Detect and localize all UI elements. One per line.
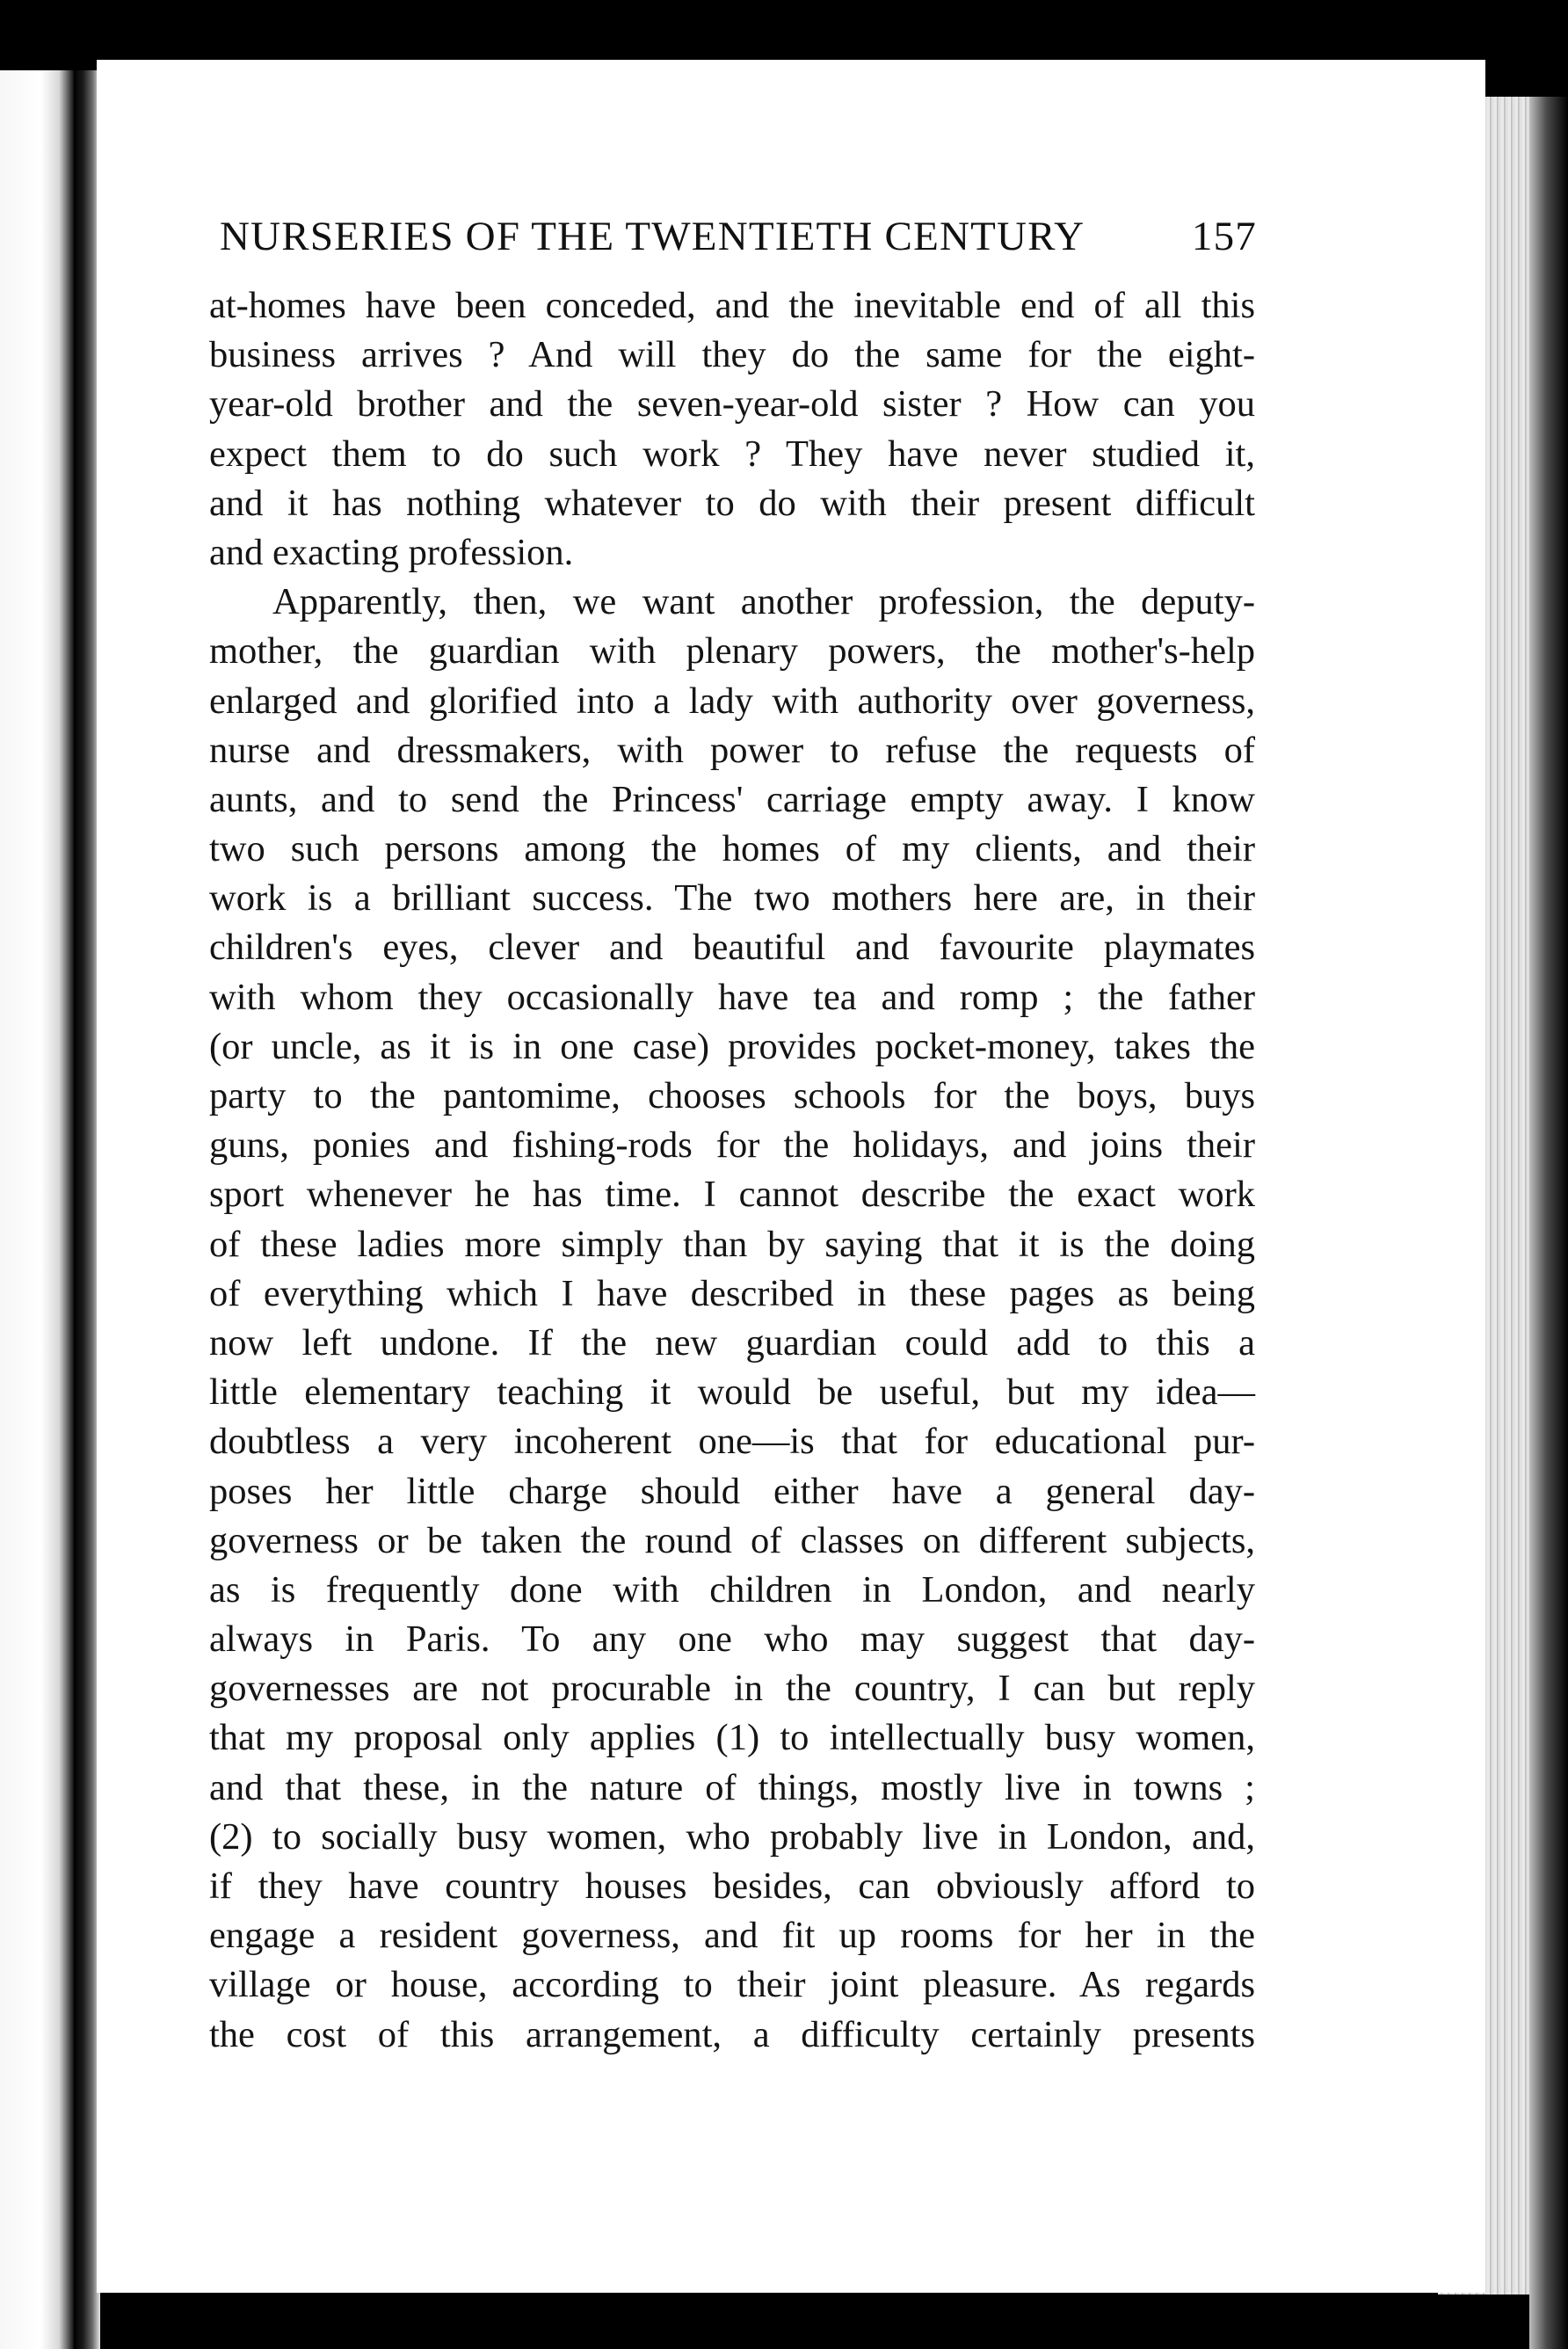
text-line: expect them to do such work ? They have never studied it, (209, 433, 1255, 475)
text-line: always in Paris. To any one who may suggest that day- (209, 1618, 1255, 1661)
text-line: with whom they occasionally have tea and romp ; the father (209, 976, 1255, 1018)
text-line: (or uncle, as it is in one case) provides pocket-money, takes the (209, 1025, 1255, 1067)
text-line: now left undone. If the new guardian could add to this a (209, 1321, 1255, 1364)
text-line: enlarged and glorified into a lady with authority over governess, (209, 680, 1255, 722)
text-line: business arrives ? And will they do the same for the eight- (209, 334, 1255, 376)
text-line: party to the pantomime, chooses schools for the boys, buys (209, 1075, 1255, 1116)
text-line: the cost of this arrangement, a difficulty certainly presents (209, 2013, 1255, 2055)
text-line: and that these, in the nature of things, mostly live in towns ; (209, 1766, 1255, 1808)
text-line: at-homes have been conceded, and the inevitable end of all this (209, 285, 1255, 326)
text-line: of everything which I have described in these pages as being (209, 1272, 1255, 1314)
text-line: that my proposal only applies (1) to intellectually busy women, (209, 1717, 1255, 1759)
text-line: Apparently, then, we want another profession, the deputy- (272, 581, 1255, 623)
text-line: work is a brilliant success. The two mothers here are, in their (209, 877, 1255, 920)
text-line: nurse and dressmakers, with power to refuse the requests of (209, 729, 1255, 771)
text-line: guns, ponies and fishing-rods for the holidays, and joins their (209, 1124, 1255, 1167)
text-line: sport whenever he has time. I cannot describe the exact work (209, 1174, 1255, 1216)
page-number: 157 (1191, 214, 1257, 259)
text-line: doubtless a very incoherent one—is that for educational pur- (209, 1421, 1255, 1463)
text-line: year-old brother and the seven-year-old sister ? How can you (209, 383, 1255, 425)
text-line: children's eyes, clever and beautiful and favourite playmates (209, 927, 1255, 969)
text-line: (2) to socially busy women, who probably live in London, and, (209, 1815, 1255, 1858)
fore-edge-shadow (1529, 97, 1568, 2349)
text-line: engage a resident governess, and fit up rooms for her in the (209, 1915, 1255, 1957)
text-line: mother, the guardian with plenary powers, the mother's-help (209, 630, 1255, 673)
running-head (220, 213, 1257, 265)
text-line: and exacting profession. (209, 531, 574, 573)
text-line: poses her little charge should either have a general day- (209, 1470, 1255, 1512)
text-line: of these ladies more simply than by saying that it is the doing (209, 1223, 1255, 1265)
text-line: aunts, and to send the Princess' carriage empty away. I know (209, 778, 1255, 820)
body-text (209, 281, 1255, 2060)
text-line: governess or be taken the round of classes on different subjects, (209, 1519, 1255, 1561)
text-line: and it has nothing whatever to do with their present difficult (209, 482, 1255, 524)
text-line: little elementary teaching it would be useful, but my idea— (209, 1371, 1255, 1414)
text-line: if they have country houses besides, can obviously afford to (209, 1865, 1255, 1907)
previous-page-edge (0, 70, 74, 2349)
text-line: as is frequently done with children in London, and nearly (209, 1568, 1255, 1611)
text-line: village or house, according to their joint pleasure. As regards (209, 1964, 1255, 2006)
text-line: two such persons among the homes of my clients, and their (209, 828, 1255, 870)
text-line: governesses are not procurable in the country, I can but reply (209, 1668, 1255, 1710)
running-head-title: NURSERIES OF THE TWENTIETH CENTURY (220, 214, 1085, 259)
